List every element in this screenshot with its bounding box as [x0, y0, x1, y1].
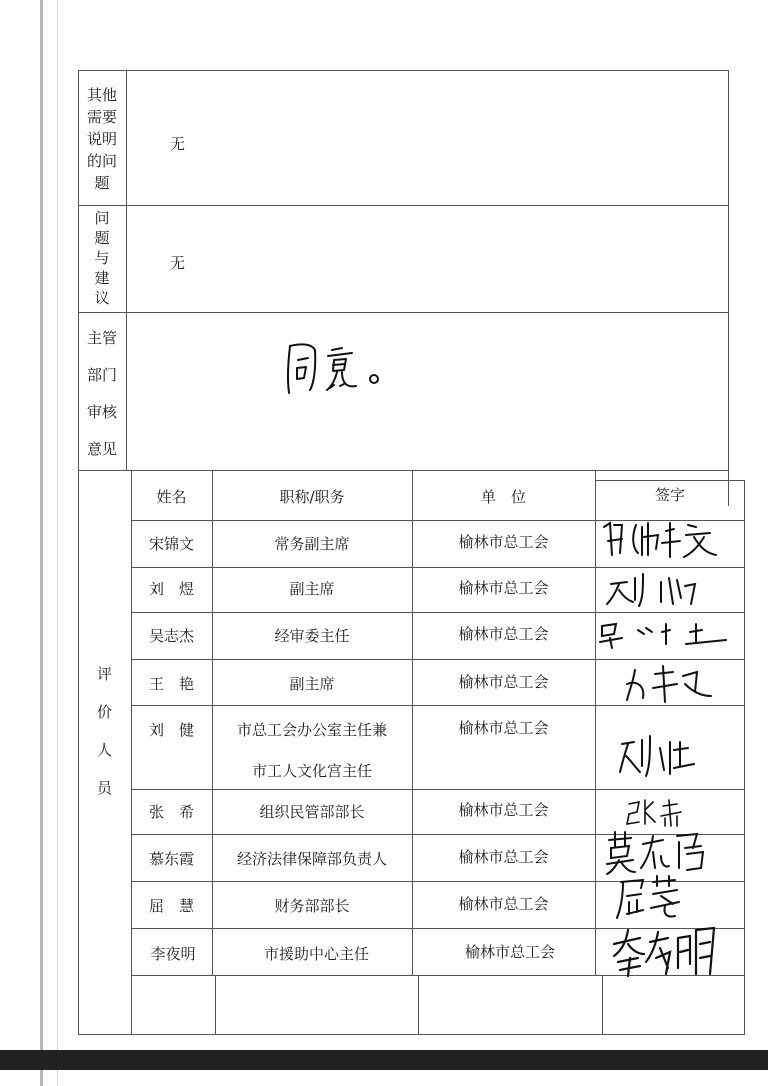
row-unit: 榆林市总工会: [458, 673, 549, 691]
binding-edge: [40, 0, 43, 1086]
row-title: 常务副主席: [274, 535, 350, 553]
signature-image: [625, 662, 715, 706]
row-name: 屈 慧: [148, 897, 194, 915]
header-name: 姓名: [156, 488, 187, 506]
signature-image: [605, 828, 715, 878]
row-unit: 榆林市总工会: [458, 801, 549, 819]
row-name: 慕东霞: [148, 850, 194, 868]
row-name: 刘 煜: [148, 580, 194, 598]
row-title: 经济法律保障部负责人: [236, 850, 387, 868]
other-issues-value: 无: [170, 135, 186, 153]
row-name: 刘 健: [148, 721, 194, 739]
row-title: 组织民管部部长: [259, 803, 365, 821]
signature-image: [625, 796, 695, 830]
signature-image: [600, 515, 720, 565]
other-issues-label: 其他 需要 说明 的问 题: [86, 86, 117, 192]
row-title: 副主席: [289, 580, 335, 598]
review-label: 主管 部门 审核 意见: [86, 329, 117, 458]
evaluators-label: 评 价 人 员: [96, 665, 112, 797]
binding-edge-line: [57, 0, 58, 1086]
row-name: 吴志杰: [148, 627, 194, 645]
row-unit: 榆林市总工会: [458, 848, 549, 866]
row-name: 李夜明: [150, 945, 196, 963]
row-name: 张 希: [148, 803, 194, 821]
row-unit: 榆林市总工会: [464, 943, 555, 961]
row-unit: 榆林市总工会: [458, 625, 549, 643]
row-title: 财务部部长: [274, 897, 350, 915]
suggestions-label: 问 题 与 建 议: [94, 209, 110, 307]
header-unit: 单 位: [480, 488, 526, 506]
row-unit: 榆林市总工会: [458, 533, 549, 551]
signature-image: [605, 568, 715, 612]
row-title: 经审委主任: [274, 627, 350, 645]
suggestions-value: 无: [170, 254, 186, 272]
row-title: 市总工会办公室主任兼: [236, 721, 387, 739]
row-unit: 榆林市总工会: [458, 719, 549, 737]
row-title: 市援助中心主任: [263, 945, 369, 963]
header-signature: 签字: [654, 486, 685, 504]
row-unit: 榆林市总工会: [458, 579, 549, 597]
row-name: 宋锦文: [148, 535, 194, 553]
row-unit: 榆林市总工会: [458, 895, 549, 913]
scan-bottom-edge: [0, 1050, 768, 1070]
signature-image: [618, 732, 708, 782]
signature-image: [598, 616, 728, 650]
row-title: 副主席: [289, 675, 335, 693]
row-name: 王 艳: [148, 675, 194, 693]
signature-image: [610, 918, 720, 980]
row-title-line2: 市工人文化宫主任: [251, 762, 372, 780]
signature-image: [615, 872, 695, 922]
header-title: 职称/职务: [279, 488, 345, 506]
review-opinion-handwriting: [282, 338, 402, 398]
